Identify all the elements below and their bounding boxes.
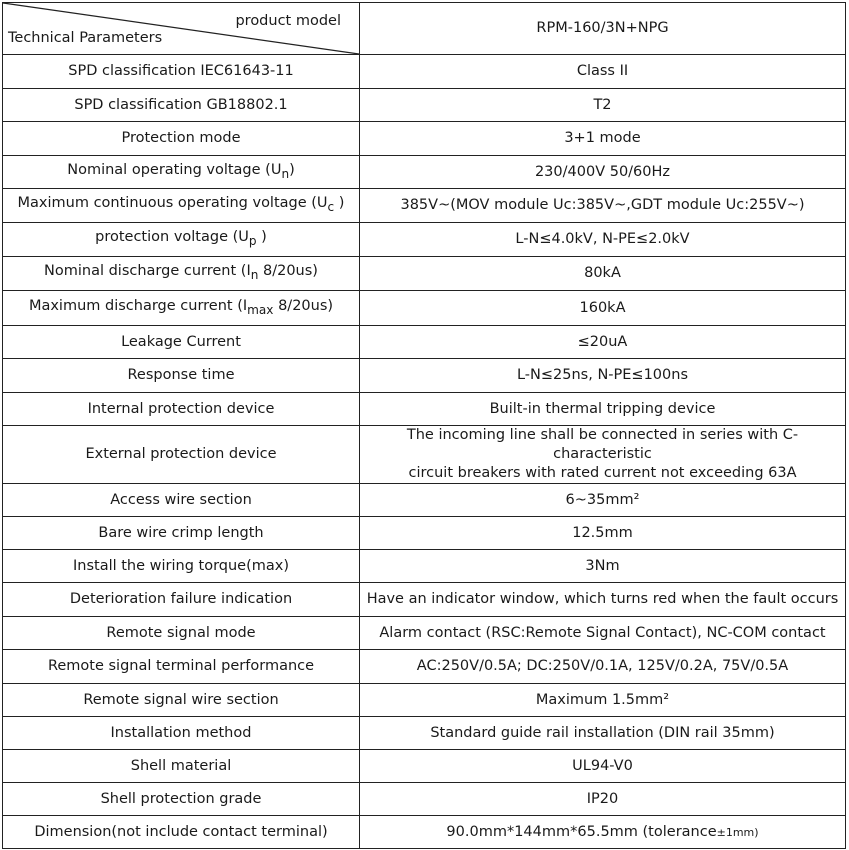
table-row [3, 816, 846, 849]
param-value [360, 426, 846, 484]
param-label: Remote signal wire section [3, 684, 360, 717]
header-row [3, 3, 846, 55]
param-label-subscript: c [327, 199, 335, 214]
param-label: Deterioration failure indication [3, 583, 360, 617]
param-value: Have an indicator window, which turns red when the fault occurs [360, 583, 846, 617]
param-label-subscript: p [248, 233, 257, 248]
param-label-suffix: ) [256, 229, 267, 246]
param-label: Dimension(not include contact terminal) [3, 816, 360, 849]
param-label-subscript: n [250, 267, 259, 282]
param-value: T2 [360, 89, 846, 122]
param-label-subscript: n [281, 166, 290, 181]
param-label-subscript: max [247, 302, 274, 317]
param-label: Remote signal terminal performance [3, 650, 360, 684]
param-value: ≤20uA [360, 326, 846, 359]
table-row [3, 517, 846, 550]
table-row [3, 650, 846, 684]
param-value [360, 816, 846, 849]
param-label: Installation method [3, 717, 360, 750]
param-label: Remote signal mode [3, 617, 360, 650]
param-label: Access wire section [3, 484, 360, 517]
table-row [3, 359, 846, 393]
param-value: 230/400V 50/60Hz [360, 156, 846, 189]
param-label: Shell material [3, 750, 360, 783]
param-label: Protection mode [3, 122, 360, 156]
param-value-line: The incoming line shall be connected in series with C-characteristic [406, 427, 799, 462]
table-row [3, 684, 846, 717]
param-value: IP20 [360, 783, 846, 816]
param-value: 385V~(MOV module Uc:385V~,GDT module Uc:255V~) [360, 189, 846, 223]
table-row [3, 583, 846, 617]
table-row [3, 257, 846, 291]
param-value: Maximum 1.5mm² [360, 684, 846, 717]
param-value: 6~35mm² [360, 484, 846, 517]
param-value-line: circuit breakers with rated current not exceeding 63A [408, 465, 797, 481]
param-label-text: Maximum discharge current (I [28, 297, 248, 314]
table-row [3, 617, 846, 650]
param-value: Built-in thermal tripping device [360, 393, 846, 426]
spec-table [2, 2, 846, 849]
param-label [3, 223, 360, 257]
param-label-suffix: 8/20us) [273, 297, 334, 314]
param-value: UL94-V0 [360, 750, 846, 783]
param-value: 160kA [360, 291, 846, 326]
table-row [3, 393, 846, 426]
param-label [3, 291, 360, 326]
param-value: 3Nm [360, 550, 846, 583]
param-label-suffix: ) [334, 195, 345, 212]
param-value: 80kA [360, 257, 846, 291]
param-label: SPD classification IEC61643-11 [3, 55, 360, 89]
table-row [3, 426, 846, 484]
param-label [3, 156, 360, 189]
param-label: Leakage Current [3, 326, 360, 359]
param-value: AC:250V/0.5A; DC:250V/0.1A, 125V/0.2A, 75V/0.5A [360, 650, 846, 684]
table-row [3, 291, 846, 326]
param-value: L-N≤25ns, N-PE≤100ns [360, 359, 846, 393]
param-label-suffix: 8/20us) [258, 263, 318, 280]
param-label: SPD classification GB18802.1 [3, 89, 360, 122]
param-value-tolerance: ±1mm) [716, 825, 759, 839]
param-value: Alarm contact (RSC:Remote Signal Contact), NC-COM contact [360, 617, 846, 650]
param-value: 12.5mm [360, 517, 846, 550]
param-label-text: Maximum continuous operating voltage (U [17, 195, 328, 212]
param-value: 3+1 mode [360, 122, 846, 156]
table-row [3, 783, 846, 816]
table-row [3, 223, 846, 257]
corner-header-cell [3, 3, 360, 55]
table-row [3, 89, 846, 122]
table-row [3, 122, 846, 156]
param-value: L-N≤4.0kV, N-PE≤2.0kV [360, 223, 846, 257]
param-label-text: protection voltage (U [95, 229, 249, 246]
param-label: External protection device [3, 426, 360, 484]
table-row [3, 55, 846, 89]
param-value: Standard guide rail installation (DIN rail 35mm) [360, 717, 846, 750]
param-label [3, 257, 360, 291]
param-value: Class II [360, 55, 846, 89]
param-label: Shell protection grade [3, 783, 360, 816]
table-row [3, 326, 846, 359]
param-label-text: Nominal operating voltage (U [67, 161, 282, 178]
param-label: Install the wiring torque(max) [3, 550, 360, 583]
param-label [3, 189, 360, 223]
corner-label-technical-parameters: Technical Parameters [8, 30, 163, 46]
param-label: Bare wire crimp length [3, 517, 360, 550]
param-label-text: Nominal discharge current (I [44, 263, 251, 280]
param-value-text: 90.0mm*144mm*65.5mm (tolerance [446, 823, 717, 840]
table-row [3, 189, 846, 223]
table-row [3, 550, 846, 583]
table-row [3, 484, 846, 517]
product-model-value: RPM-160/3N+NPG [360, 3, 846, 55]
table-row [3, 750, 846, 783]
table-row [3, 156, 846, 189]
param-label: Response time [3, 359, 360, 393]
param-label: Internal protection device [3, 393, 360, 426]
corner-label-product-model: product model [235, 13, 341, 29]
param-label-suffix: ) [289, 161, 295, 178]
table-row [3, 717, 846, 750]
